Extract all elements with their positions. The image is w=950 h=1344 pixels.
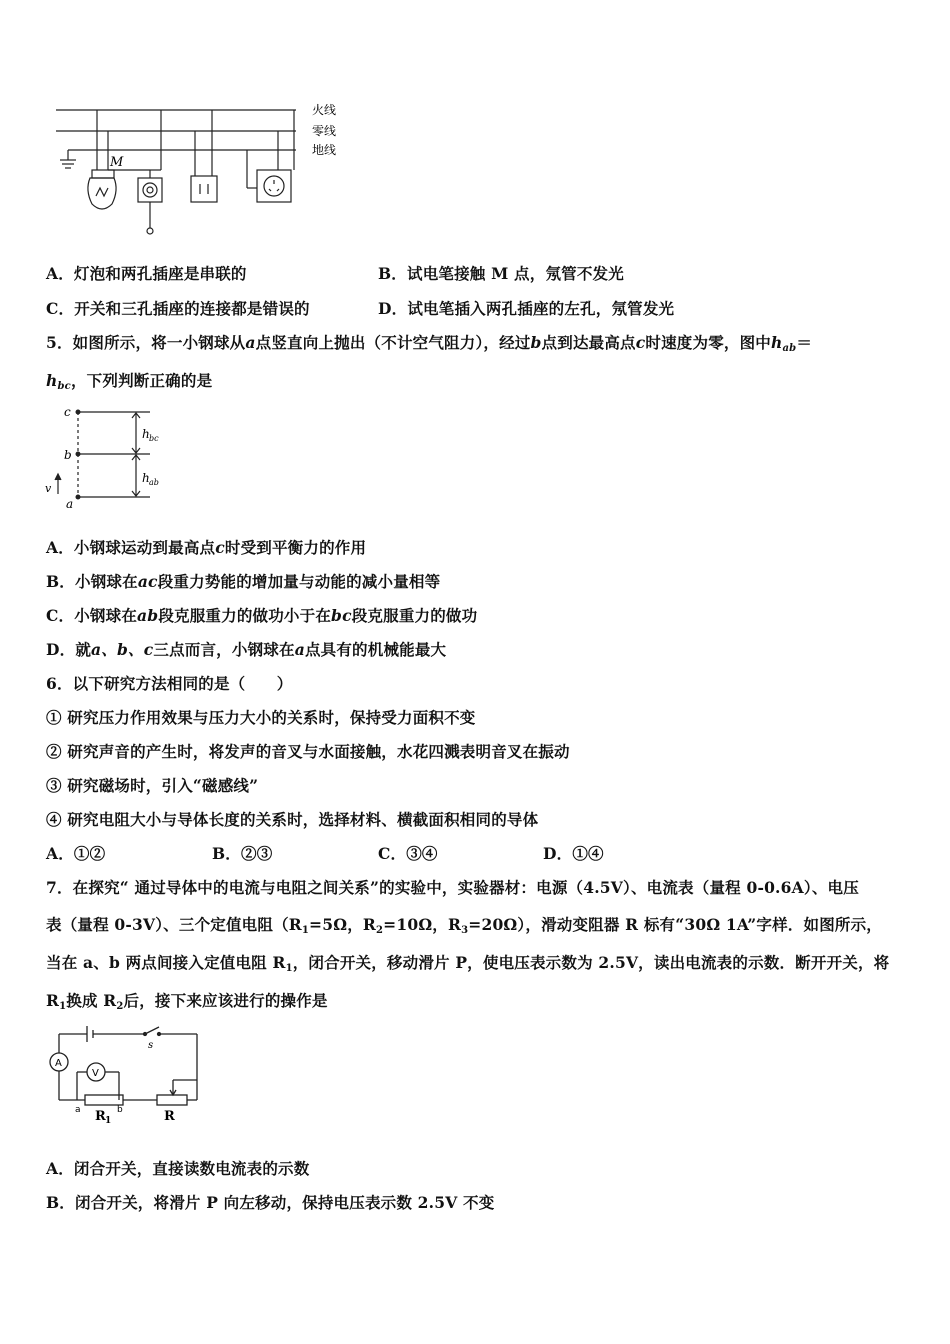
q5-option-text: 三点而言，小钢球在: [153, 640, 295, 659]
q5-option-c: [46, 604, 477, 626]
q7-stem-text: 表（量程 0-3V）、三个定值电阻（R: [46, 915, 302, 934]
q6-option-c: C．③④: [378, 844, 438, 863]
q6-item-1: ① 研究压力作用效果与压力大小的关系时，保持受力面积不变: [46, 708, 476, 727]
q5-velocity-label: v: [45, 482, 52, 495]
q5-h-symbol: h: [46, 371, 58, 390]
q7-subscript: 3: [461, 925, 469, 936]
q4-option-d: D．试电笔插入两孔插座的左孔，氖管发光: [378, 299, 675, 318]
q6-item-3: ③ 研究磁场时，引入“磁感线”: [46, 776, 259, 795]
q5-var-c: c: [635, 333, 646, 352]
q5-var-b: b: [530, 333, 542, 352]
q5-option-var: a、b、c: [91, 640, 154, 659]
q4-neutral-wire-label: 零线: [312, 124, 337, 138]
q7-switch-label: s: [148, 1040, 154, 1051]
q5-height-figure: [40, 402, 180, 512]
q5-option-b: [46, 570, 440, 592]
q7-stem-line3: [46, 951, 889, 974]
q5-stem-text: 5．如图所示，将一小钢球从: [46, 333, 246, 352]
q7-stem-line1: 7．在探究“ 通过导体中的电流与电阻之间关系”的实验中，实验器材：电源（4.5V）、电流表（量程 0-0.6A）、电压: [46, 878, 859, 897]
q7-stem-text: 后，接下来应该进行的操作是: [123, 991, 328, 1010]
q5-h-subscript: bc: [57, 381, 71, 392]
q7-stem-line2: [46, 913, 882, 936]
q5-h-symbol: h: [771, 333, 783, 352]
q5-stem-text: 点竖直向上抛出（不计空气阻力），经过: [255, 333, 531, 352]
q4-household-circuit-figure: [50, 98, 350, 238]
q5-option-var: bc: [331, 606, 352, 625]
q5-option-a: [46, 536, 366, 558]
q5-option-text: 时受到平衡力的作用: [224, 538, 367, 557]
ammeter-symbol: A: [55, 1058, 62, 1069]
q5-option-text: 段克服重力的做功小于在: [158, 606, 332, 625]
q6-stem: 6．以下研究方法相同的是（ ）: [46, 674, 293, 693]
q6-item-2: ② 研究声音的产生时，将发声的音叉与水面接触，水花四溅表明音叉在振动: [46, 742, 570, 761]
q4-option-c: C．开关和三孔插座的连接都是错误的: [46, 299, 310, 318]
q4-option-a: A．灯泡和两孔插座是串联的: [46, 264, 247, 283]
q7-point-b-label: b: [117, 1105, 123, 1115]
q5-option-text: 段克服重力的做功: [351, 606, 478, 625]
q5-option-var: ac: [137, 572, 158, 591]
q7-stem-line4: [46, 989, 328, 1012]
q7-subscript: 1: [285, 963, 293, 974]
q6-option-d: D．①④: [543, 844, 604, 863]
q5-option-var: ab: [137, 606, 159, 625]
q6-option-a: A．①②: [46, 844, 106, 863]
q5-h-subscript: ab: [782, 343, 797, 354]
q4-live-wire-label: 火线: [312, 103, 337, 117]
q7-stem-text: =10Ω，R: [383, 915, 462, 934]
q7-stem-text: =20Ω），滑动变阻器 R 标有“30Ω 1A”字样．如图所示，: [468, 915, 883, 934]
q7-stem-text: 换成 R: [66, 991, 117, 1010]
q5-point-c-label: c: [64, 405, 71, 419]
q5-option-text: A．小钢球运动到最高点: [46, 538, 216, 557]
q7-subscript: 1: [59, 1001, 67, 1012]
q5-hab-label: h: [142, 471, 150, 485]
q4-ground-wire-label: 地线: [312, 143, 337, 157]
q5-stem-text: 点到达最高点: [541, 333, 636, 352]
q7-stem-text: ，闭合开关，移动滑片 P，使电压表示数为 2.5V，读出电流表的示数．断开开关，将: [292, 953, 890, 972]
q5-hbc-subscript: bc: [149, 434, 159, 443]
q5-option-text: B．小钢球在: [46, 572, 138, 591]
q7-stem-text: R: [46, 991, 60, 1010]
q5-stem-line2: [46, 369, 212, 392]
q5-option-text: 点具有的机械能最大: [304, 640, 447, 659]
q5-option-d: [46, 638, 446, 660]
q7-subscript: 1: [301, 925, 310, 936]
q5-equals: ＝: [796, 333, 813, 352]
q7-stem-text: 当在 a、b 两点间接入定值电阻 R: [46, 953, 286, 972]
q4-option-b: B．试电笔接触 M 点，氖管不发光: [378, 264, 624, 283]
q7-subscript: 2: [116, 1001, 124, 1012]
q5-option-var: c: [215, 538, 225, 557]
voltmeter-symbol: V: [92, 1068, 99, 1079]
q5-option-text: D．就: [46, 640, 92, 659]
q5-var-a: a: [245, 333, 256, 352]
q5-point-b-label: b: [64, 448, 72, 462]
q6-option-b: B．②③: [212, 844, 273, 863]
q5-option-text: 段重力势能的增加量与动能的减小量相等: [157, 572, 441, 591]
q6-item-4: ④ 研究电阻大小与导体长度的关系时，选择材料、横截面积相同的导体: [46, 810, 539, 829]
q5-point-a-label: a: [66, 497, 74, 511]
q7-r1-label: R: [95, 1109, 106, 1124]
q7-option-b: B．闭合开关，将滑片 P 向左移动，保持电压表示数 2.5V 不变: [46, 1193, 495, 1212]
q5-option-var: a: [294, 640, 305, 659]
q5-stem-text: 时速度为零，图中: [645, 333, 771, 352]
q7-option-a: A．闭合开关，直接读数电流表的示数: [46, 1159, 310, 1178]
q7-point-a-label: a: [75, 1105, 81, 1115]
q4-point-m-label: M: [110, 155, 124, 170]
q7-subscript: 2: [375, 925, 384, 936]
q5-stem-line1: [46, 331, 812, 354]
q5-stem-text: ，下列判断正确的是: [70, 371, 213, 390]
q5-hbc-label: h: [142, 427, 150, 441]
q7-circuit-figure: [45, 1022, 215, 1132]
q5-hab-subscript: ab: [149, 478, 159, 487]
q7-stem-text: =5Ω，R: [309, 915, 376, 934]
q7-r1-subscript: 1: [105, 1116, 112, 1126]
q7-r-label: R: [164, 1109, 175, 1124]
q5-option-text: C．小钢球在: [46, 606, 138, 625]
